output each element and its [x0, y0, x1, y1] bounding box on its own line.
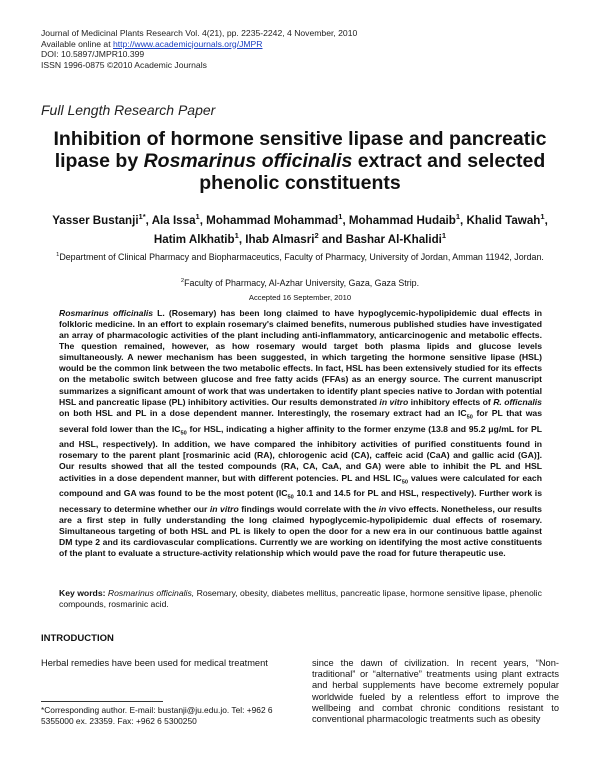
keywords: Key words: Rosmarinus officinalis, Rosemary, obesity, diabetes mellitus, pancreatic lipase, hormone sensitive lipase, phenolic compounds, rosmarinic acid.: [59, 588, 542, 610]
affiliation-2: $^2$Faculty of Pharmacy, Al-Azhar University, Gaza, Gaza Strip.: [180, 277, 420, 288]
intro-column-1: Herbal remedies have been used for medical treatment: [41, 658, 268, 668]
abstract: Rosmarinus officinalis L. (Rosemary) has been long claimed to have hypoglycemic-hypolipidemic dual effects in folkloric medicine. In an effort to explain rosemary's claimed benefits, numerous published studies have investigated an array of pharmacologic activities of the plant including anti-inflammatory, anticarcinogenic and metabolic effects. The question remained, however, as how rosemary would target both plasma lipids and glucose levels simultaneously. A newer mechanism has been suggested, in which targeting the hormone sensitive lipase (HSL) would be the common link between the two metabolic effects. In fact, HSL has been extensively studied for its effects on the metabolic switch between glucose and free fatty acids (FFAs) as an energy source. The current manuscript summarizes a significant amount of work that was undertaken to identify plant species native to Jordan with potential HSL and pancreatic lipase (PL) inhibitory activities. Our results demonstrated in vitro inhibitory effects of R. officnalis on both HSL and PL in a dose dependent manner. Interestingly, the rosemary extract had an $IC_{50}$ for PL that was several fold lower than the $IC_{50}$ for HSL, indicating a higher affinity to the former enzyme (13.8 and 95.2 μg/mL for PL and HSL, respectively). In addition, we have compared the inhibitory activities of purified constituents found in rosemary to the parent plant [rosmarinic acid (RA), chlorogenic acid (CA), caffeic acid (CaA) and gallic acid (GA)]. Our results showed that all the tested compounds (RA, CA, CaA, and GA) were able to inhibit the PL and HSL activities in a dose dependent manner, but with different potencies. PL and HSL $IC_{50}$ values were calculated for each compound and GA was found to be the most potent ($IC_{50}$ 10.1 and 14.5 for PL and HSL, respectively). Further work is necessary to determine whether our in vitro findings would correlate with the in vivo effects. Nonetheless, our results are a first step in fully understanding the long claimed hypoglycemic-hypolipidemic dual effects of rosemary. Simultaneous targeting of both HSL and PL is likely to open the door for a new era in our continuous battle against DM type 2 and its cardiovascular complications. Currently we are working on identifying the most active constituents of the plant to evaluate a structure-activity relationship which would pave the road for future therapeutic use.: [59, 308, 543, 559]
author: Ala Issa$^1$,: [151, 212, 207, 227]
journal-url-link[interactable]: http://www.academicjournals.org/JMPR: [113, 38, 263, 49]
author: Bashar Al-Khalidi$^1$: [345, 231, 447, 247]
article-type: Full Length Research Paper: [41, 102, 216, 118]
journal-citation: Journal of Medicinal Plants Research Vol. 4(21), pp. 2235-2242, 4 November, 2010: [41, 28, 358, 38]
author-list: [30, 209, 570, 248]
available-online: Available online at http://www.academicjournals.org/JMPR: [41, 38, 263, 49]
footnote-divider: [41, 701, 163, 702]
corresponding-author-footnote: *Corresponding author. E-mail: bustanji@ju.edu.jo. Tel: +962 6 5355000 ex. 23359. Fax: +962 6 5300250: [41, 705, 273, 726]
section-heading-introduction: INTRODUCTION: [41, 633, 114, 644]
journal-header: [41, 28, 357, 70]
affiliation-1: $^1$Department of Clinical Pharmacy and Biopharmaceutics, Faculty of Pharmacy, University of Jordan, Amman 11942, Jordan.: [56, 251, 544, 262]
issn: ISSN 1996-0875 ©2010 Academic Journals: [41, 59, 207, 70]
author: Mohammad Hudaib$^1$,: [348, 212, 467, 227]
doi: DOI: 10.5897/JMPR10.399: [41, 49, 145, 60]
author: Mohammad Mohammad$^1$,: [206, 212, 349, 227]
author: Yasser Bustanji$^{1*}$,: [52, 212, 152, 227]
author: Hatim Alkhatib$^1$,: [153, 231, 246, 247]
paper-title: Inhibition of hormone sensitive lipase and pancreatic lipase by Rosmarinus officinalis extract and selected phenolic constituents: [53, 128, 547, 194]
intro-column-2: since the dawn of civilization. In recent years, “Non-traditional” or “alternative” treatments using plant extracts and herbal supplements have become extremely popular worldwide fueled by a relentless effort to improve the wellbeing and combat chronic conditions resistant to conventional pharmacologic treatments such as obesity: [312, 658, 559, 725]
accepted-date: Accepted 16 September, 2010: [248, 293, 352, 302]
author: Ihab Almasri$^2$ and: [245, 231, 346, 247]
author: Khalid Tawah$^1$,: [466, 212, 548, 227]
